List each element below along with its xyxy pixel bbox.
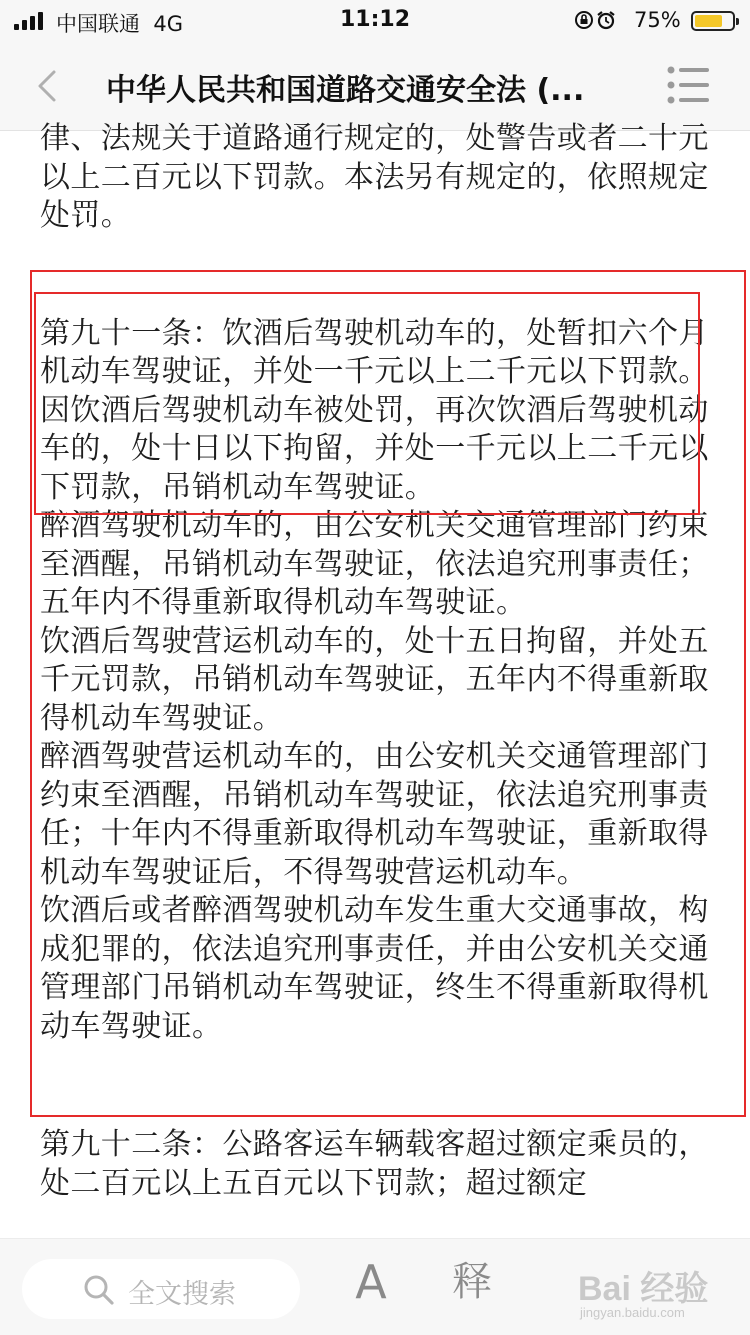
baidu-jingyan-watermark (578, 1261, 738, 1321)
orientation-lock-icon (574, 10, 594, 30)
alarm-icon (596, 10, 616, 30)
article-91-paragraph: 第九十一条：饮酒后驾驶机动车的，处暂扣六个月机动车驾驶证，并处一千元以上二千元以下罚款。因饮酒后驾驶机动车被处罚，再次饮酒后驾驶机动车的，处十日以下拘留，并处一千元以上二千元以下罚款，吊销机动车驾驶证。 (40, 315, 709, 505)
battery-fill (695, 15, 722, 27)
article-paragraph: 醉酒驾驶机动车的，由公安机关交通管理部门约束至酒醒，吊销机动车驾驶证，依法追究刑事责任；五年内不得重新取得机动车驾驶证。 (40, 508, 709, 620)
article-paragraph: 醉酒驾驶营运机动车的，由公安机关交通管理部门约束至酒醒，吊销机动车驾驶证，依法追究刑事责任；十年内不得重新取得机动车驾驶证，重新取得机动车驾驶证后，不得驾驶营运机动车。 (40, 739, 709, 890)
navigation-bar (0, 40, 750, 131)
network-type: 4G (153, 12, 183, 36)
font-size-button[interactable]: A (355, 1255, 387, 1309)
annotation-button[interactable]: 释 (452, 1259, 492, 1305)
status-time: 11:12 (339, 7, 411, 32)
article-body (40, 120, 710, 1203)
status-bar (0, 0, 750, 40)
system-icons (574, 9, 614, 31)
article-paragraph: 饮酒后驾驶营运机动车的，处十五日拘留，并处五千元罚款，吊销机动车驾驶证，五年内不得重新取得机动车驾驶证。 (40, 623, 709, 736)
battery-icon (691, 11, 735, 31)
page-title: 中华人民共和国道路交通安全法 (... (106, 73, 585, 108)
watermark-url: jingyan.baidu.com (580, 1305, 685, 1320)
chevron-left-icon (28, 66, 68, 106)
bottom-toolbar (0, 1238, 750, 1335)
list-icon (666, 64, 710, 106)
watermark-logo: Bai 经验 (578, 1270, 709, 1308)
article-paragraph: 律、法规关于道路通行规定的，处警告或者二十元以上二百元以下罚款。本法另有规定的，依照规定处罚。 (40, 121, 709, 233)
battery-percent: 75% (634, 8, 681, 32)
article-92-paragraph: 第九十二条：公路客运车辆载客超过额定乘员的，处二百元以上五百元以下罚款；超过额定 (40, 1127, 709, 1201)
carrier-label: 中国联通 4G (56, 12, 183, 36)
back-button[interactable] (28, 66, 68, 106)
search-icon (82, 1273, 116, 1307)
article-paragraph: 饮酒后或者醉酒驾驶机动车发生重大交通事故，构成犯罪的，依法追究刑事责任，并由公安机关交通管理部门吊销机动车驾驶证，终生不得重新取得机动车驾驶证。 (40, 893, 709, 1044)
search-placeholder: 全文搜索 (128, 1279, 236, 1310)
table-of-contents-button[interactable] (666, 64, 710, 106)
search-input[interactable] (22, 1259, 300, 1319)
